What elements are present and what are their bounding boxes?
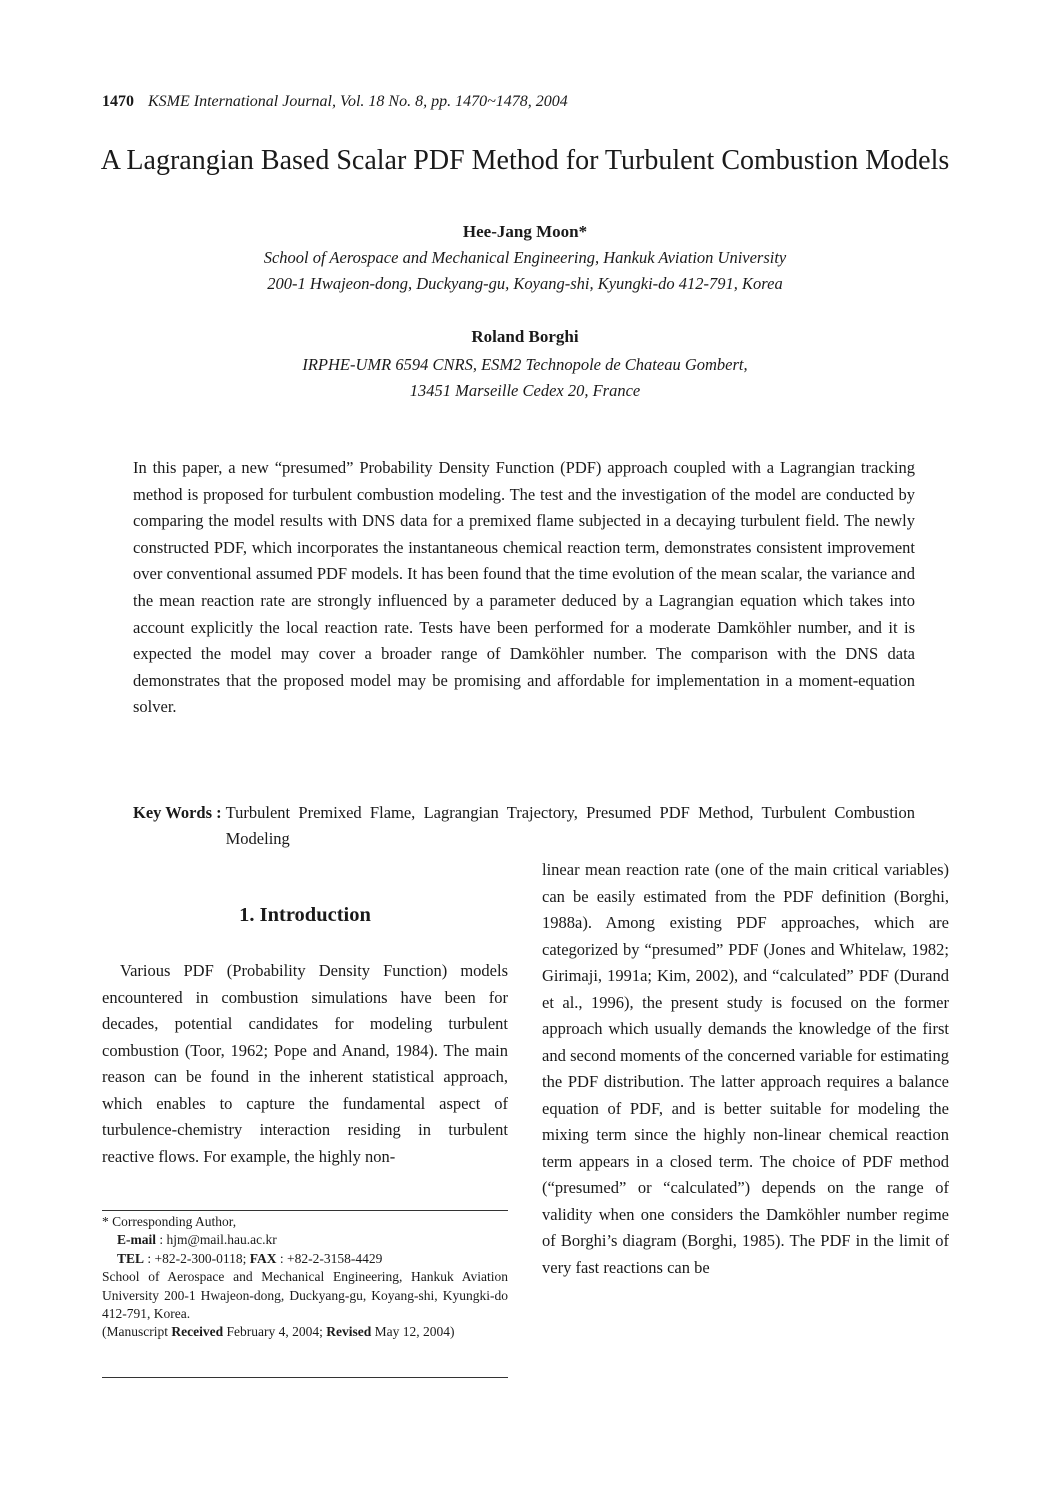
tel-value: : +82-2-300-0118;: [147, 1250, 247, 1266]
footnote: [102, 1213, 508, 1342]
revised-label: Revised: [326, 1324, 372, 1340]
author-name-1: Hee-Jang Moon*: [462, 222, 588, 241]
affiliation-2-line-1: IRPHE-UMR 6594 CNRS, ESM2 Technopole de Chateau Gombert,: [302, 355, 748, 374]
fax-value: : +82-2-3158-4429: [279, 1250, 383, 1266]
footnote-address: School of Aerospace and Mechanical Engineering, Hankuk Aviation University 200-1 Hwajeon-dong, Duckyang-gu, Koyang-shi, Kyungki-do 412-791, Korea.: [102, 1269, 508, 1322]
page-number: 1470: [102, 93, 134, 110]
footnote-rule-bottom: [102, 1377, 508, 1378]
paper-title: A Lagrangian Based Scalar PDF Method for Turbulent Combustion Models: [100, 145, 950, 176]
footnote-rule-top: [102, 1210, 508, 1211]
fax-label: FAX: [249, 1250, 277, 1266]
keywords-value: Turbulent Premixed Flame, Lagrangian Trajectory, Presumed PDF Method, Turbulent Combustion Modeling: [225, 803, 915, 848]
body-text-column-2: linear mean reaction rate (one of the main critical variables) can be easily estimated from the PDF definition (Borghi, 1988a). Among existing PDF approaches, which are categorized by “presumed” PDF (Jones and Whitelaw, 1982; Girimaji, 1991a; Kim, 2002), and “calculated” PDF (Durand et al., 1996), the present study is focused on the former approach which usually demands the knowledge of the first and second moments of the concerned variable for estimating the PDF distribution. The latter approach requires a balance equation of PDF, and is better suitable for modeling the mixing term since the highly non-linear chemical reaction term appears in a closed term. The choice of PDF method (“presumed” or “calculated”) depends on the range of validity when one considers the Damköhler number regime of Borghi’s diagram (Borghi, 1985). The PDF in the limit of very fast reactions can be: [542, 860, 949, 1277]
revised-date: May 12, 2004): [374, 1324, 455, 1340]
keywords-label: Key Words :: [133, 803, 222, 822]
footnote-corresponding: * Corresponding Author,: [102, 1214, 237, 1229]
body-text-column-1: Various PDF (Probability Density Function) models encountered in combustion simulations have been for decades, potential candidates for modeling turbulent combustion (Toor, 1962; Pope and Anand, 1984). The main reason can be found in the inherent statistical approach, which enables to capture the fundamental aspect of turbulence-chemistry interaction residing in turbulent reactive flows. For example, the highly non-: [102, 961, 508, 1166]
author-affiliation-2: [100, 352, 950, 404]
affiliation-1-line-1: School of Aerospace and Mechanical Engineering, Hankuk Aviation University: [263, 248, 787, 267]
tel-label: TEL: [117, 1250, 145, 1266]
affiliation-2-line-2: 13451 Marseille Cedex 20, France: [409, 381, 641, 400]
author-affiliation-1: [100, 245, 950, 297]
footnote-email-line: [102, 1231, 508, 1249]
footnote-phone-line: [102, 1250, 508, 1268]
section-heading-introduction: 1. Introduction: [239, 904, 371, 926]
received-label: Received: [171, 1324, 224, 1340]
running-header: [102, 93, 568, 111]
author-name-2: Roland Borghi: [471, 327, 579, 346]
keywords: [133, 800, 915, 852]
footnote-manuscript-dates: [102, 1323, 508, 1341]
manuscript-prefix: (Manuscript: [102, 1324, 168, 1340]
abstract: In this paper, a new “presumed” Probability Density Function (PDF) approach coupled with a Lagrangian tracking method is proposed for turbulent combustion modeling. The test and the investigation of the model are conducted by comparing the model results with DNS data for a premixed flame subjected in a decaying turbulent field. The newly constructed PDF, which incorporates the instantaneous chemical reaction term, demonstrates consistent improvement over conventional assumed PDF models. It has been found that the time evolution of the mean scalar, the variance and the mean reaction rate are strongly influenced by a parameter deduced by a Lagrangian equation which takes into account explicitly the local reaction rate. Tests have been performed for a moderate Damköhler number, and it is expected the model may cover a broader range of Damköhler number. The comparison with the DNS data demonstrates that the proposed model may be promising and affordable for implementation in a moment-equation solver.: [133, 458, 915, 717]
email-label: E-mail: [117, 1232, 156, 1248]
received-date: February 4, 2004;: [226, 1324, 323, 1340]
journal-citation: KSME International Journal, Vol. 18 No. 8, pp. 1470~1478, 2004: [148, 93, 568, 110]
email-value: : hjm@mail.hau.ac.kr: [159, 1232, 277, 1248]
affiliation-1-line-2: 200-1 Hwajeon-dong, Duckyang-gu, Koyang-shi, Kyungki-do 412-791, Korea: [267, 274, 783, 293]
